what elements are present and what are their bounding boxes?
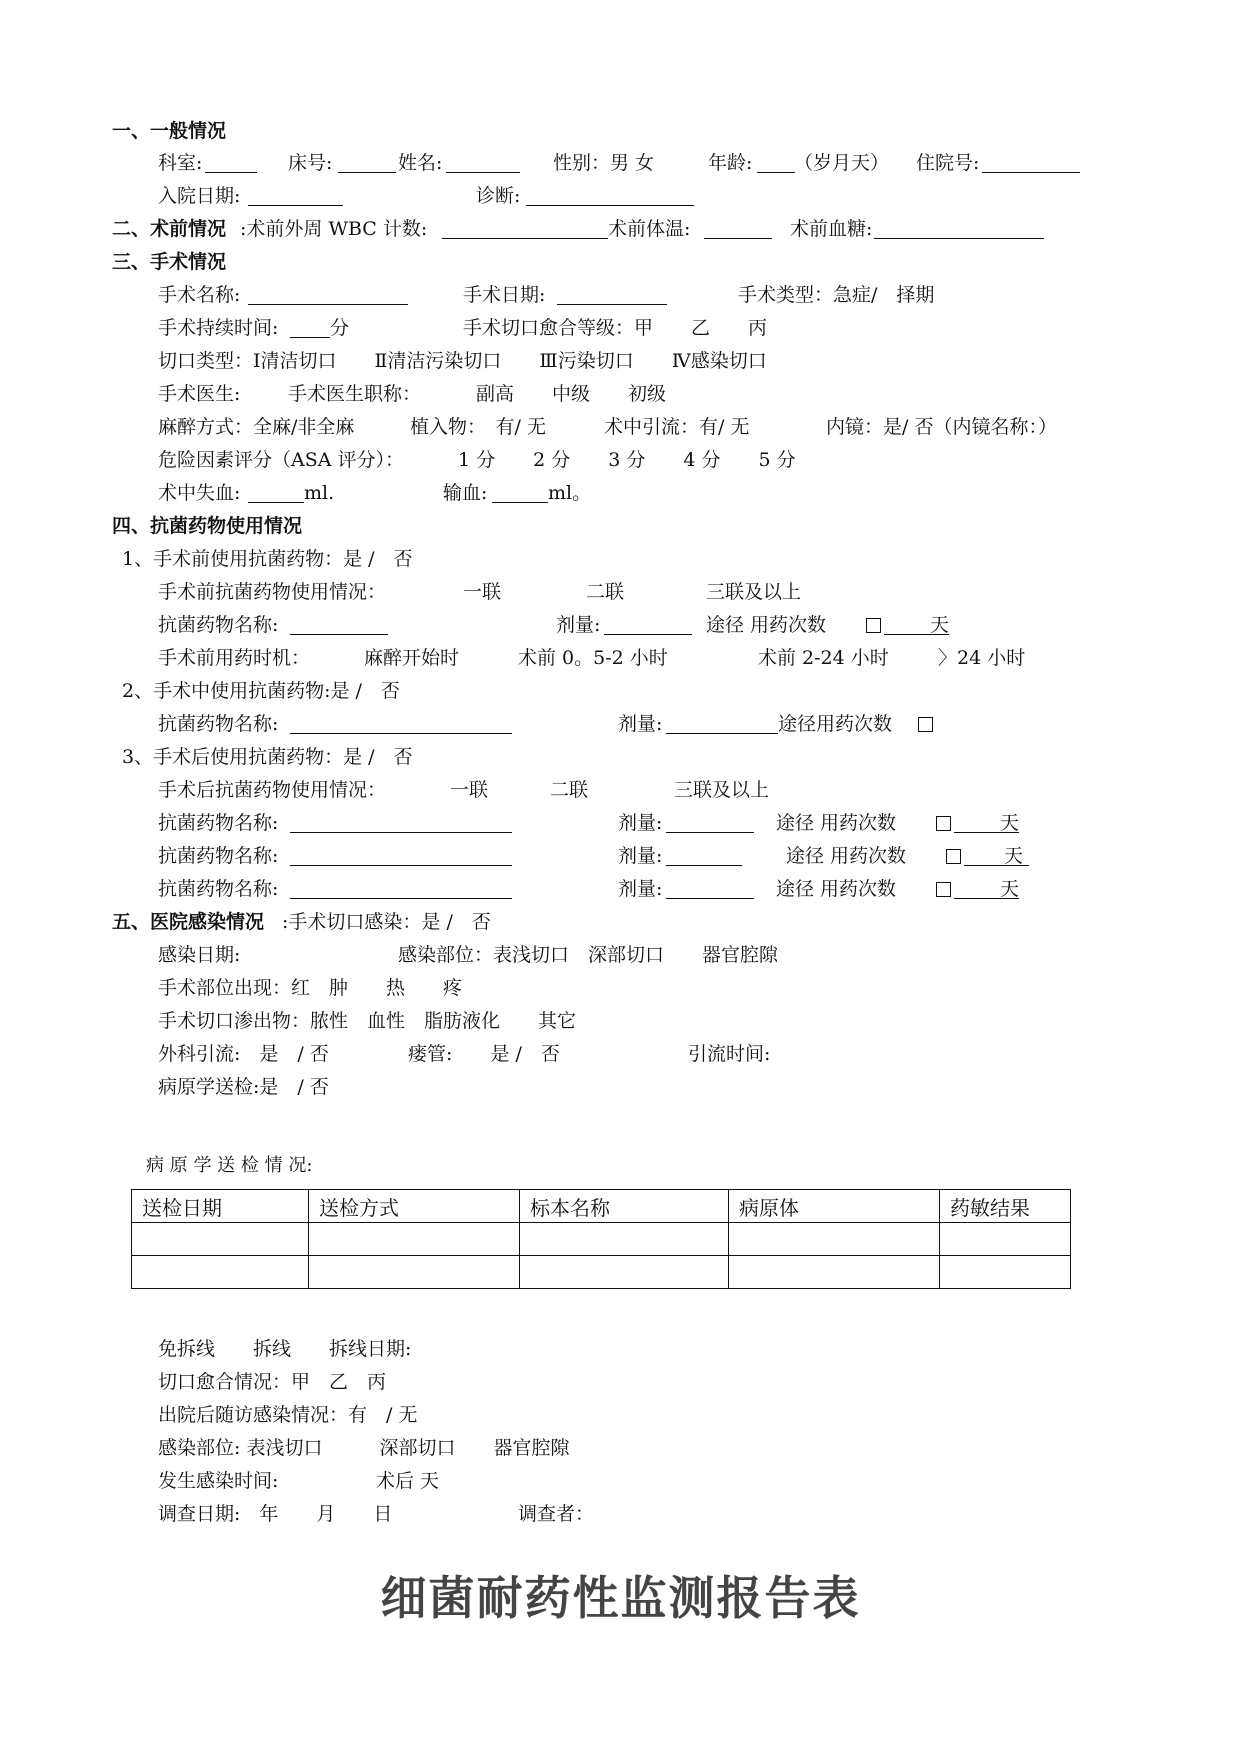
- section-3-heading: [112, 247, 1132, 277]
- pre-usage-1: 一联: [463, 581, 502, 603]
- glucose-label: 术前血糖:: [790, 218, 873, 240]
- table-cell[interactable]: [309, 1256, 520, 1289]
- surveyor-label: 调查者：: [518, 1503, 595, 1525]
- pre-drug-name-label: 抗菌药物名称:: [158, 614, 279, 636]
- intra-frequency-checkbox[interactable]: [918, 717, 933, 732]
- intra-drug-name-field[interactable]: [290, 709, 512, 734]
- table-cell[interactable]: [309, 1223, 520, 1256]
- intra-dose-label: 剂量:: [618, 713, 663, 735]
- pre-days-unit: 天: [930, 610, 949, 635]
- infect-date-label: 感染日期:: [158, 944, 241, 966]
- incision-infection: :手术切口感染：是 / 否: [282, 911, 491, 933]
- endoscope: 内镜：是/ 否（内镜名称：）: [826, 416, 1057, 438]
- pathogen-test: 病原学送检:是 / 否: [158, 1076, 329, 1098]
- post-frequency-checkbox[interactable]: [936, 816, 951, 831]
- suture-removal: 免拆线 拆线 拆线日期:: [158, 1338, 412, 1360]
- table-cell[interactable]: [520, 1256, 729, 1289]
- asa-options: 1 分 2 分 3 分 4 分 5 分: [458, 449, 796, 471]
- age-field[interactable]: [757, 148, 795, 173]
- row-intra-drug: [158, 709, 1178, 739]
- op-date-label: 手术日期:: [463, 284, 546, 306]
- transfusion-label: 输血:: [443, 482, 488, 504]
- age-unit: （岁月天）: [794, 152, 890, 174]
- drain-time-label: 引流时间:: [688, 1043, 771, 1065]
- heading-infection: 五、医院感染情况: [112, 911, 265, 933]
- table-header: 标本名称: [520, 1190, 729, 1223]
- row-post-drug-1: [158, 808, 1178, 838]
- row-infection-heading: [112, 907, 1132, 937]
- transfusion-unit: ml。: [548, 482, 592, 504]
- row-admission: [158, 181, 1178, 211]
- row-post-q: [122, 742, 1142, 772]
- pre-frequency-checkbox[interactable]: [866, 618, 881, 633]
- row-post-drug-2: [158, 841, 1178, 871]
- table-header: 送检日期: [132, 1190, 309, 1223]
- pre-days-field[interactable]: [884, 610, 930, 635]
- pre-dose-label: 剂量:: [556, 614, 601, 636]
- op-date-field[interactable]: [557, 280, 667, 305]
- post-route-label: 途径 用药次数: [776, 812, 897, 834]
- wbc-label: :术前外周 WBC 计数:: [240, 218, 428, 240]
- surgeon-label: 手术医生:: [158, 383, 241, 405]
- infect-site: 感染部位：表浅切口 深部切口 器官腔隙: [398, 944, 779, 966]
- infection-signs: 手术部位出现：红 肿 热 疼: [158, 977, 463, 999]
- incision-healing: 切口愈合情况：甲 乙 丙: [158, 1371, 387, 1393]
- pre-drug-name-field[interactable]: [290, 610, 388, 635]
- row-infect-date: [158, 940, 1178, 970]
- post-discharge-infection: 出院后随访感染情况：有 / 无: [158, 1404, 418, 1426]
- row-survey: [158, 1499, 1178, 1529]
- row-sutures: [158, 1334, 1178, 1364]
- post-usage-3: 三联及以上: [674, 779, 770, 801]
- intra-dose-field[interactable]: [666, 709, 778, 734]
- row-table-caption: [146, 1151, 1166, 1181]
- row-surgeon: [158, 379, 1178, 409]
- fistula: 瘘管: 是 / 否: [408, 1043, 560, 1065]
- row-pathogen: [158, 1072, 1178, 1102]
- row-incision-type: [158, 346, 1178, 376]
- post-days-field[interactable]: [964, 841, 1006, 866]
- row-post-discharge: [158, 1400, 1178, 1430]
- row-intra-q: [122, 676, 1142, 706]
- survey-date: 调查日期: 年 月 日: [158, 1503, 393, 1525]
- table-header: 药敏结果: [940, 1190, 1071, 1223]
- op-name-label: 手术名称:: [158, 284, 241, 306]
- anesthesia: 麻醉方式：全麻/非全麻: [158, 416, 355, 438]
- pre-route-label: 途径 用药次数: [706, 614, 827, 636]
- name-label: 姓名:: [398, 152, 443, 174]
- post-usage-2: 二联: [550, 779, 589, 801]
- table-row: [132, 1256, 1071, 1289]
- external-drainage: 外科引流: 是 / 否: [158, 1043, 329, 1065]
- post-usage-1: 一联: [450, 779, 489, 801]
- heading-surgery: 三、手术情况: [112, 251, 227, 273]
- admit-date-label: 入院日期:: [158, 185, 241, 207]
- dept-label: 科室:: [158, 152, 203, 174]
- incision-type: 切口类型：Ⅰ清洁切口 Ⅱ清洁污染切口 Ⅲ污染切口 Ⅳ感染切口: [158, 350, 767, 372]
- row-post-drug-3: [158, 874, 1178, 904]
- op-type: 手术类型：急症/ 择期: [738, 284, 935, 306]
- blood-loss-unit: ml.: [304, 482, 335, 504]
- intra-antibiotic-question: 2、手术中使用抗菌药物:是 / 否: [122, 680, 400, 702]
- inpatient-no-label: 住院号:: [916, 152, 980, 174]
- post-days-unit: 天: [1000, 808, 1019, 833]
- implant: 植入物： 有/ 无: [410, 416, 546, 438]
- wbc-field[interactable]: [442, 214, 608, 239]
- post-route-label: 途径 用药次数: [786, 845, 907, 867]
- dept-field[interactable]: [205, 148, 257, 173]
- row-anesthesia: [158, 412, 1178, 442]
- report-title: 细菌耐药性监测报告表: [380, 1571, 861, 1625]
- timing-label: 手术前用药时机：: [158, 647, 311, 669]
- pathogen-table-caption: 病 原 学 送 检 情 况:: [146, 1155, 313, 1176]
- post-drug-name-field[interactable]: [290, 841, 512, 866]
- table-cell[interactable]: [520, 1223, 729, 1256]
- post-route-label: 途径 用药次数: [776, 878, 897, 900]
- pre-dose-field[interactable]: [604, 610, 692, 635]
- section-1-heading: [112, 116, 1132, 146]
- table-cell[interactable]: [132, 1223, 309, 1256]
- post-days-unit: 天: [1004, 841, 1029, 866]
- bed-label: 床号:: [288, 152, 333, 174]
- table-row: [132, 1223, 1071, 1256]
- temp-label: 术前体温:: [608, 218, 691, 240]
- row-pre-usage: [158, 577, 1178, 607]
- post-dose-field[interactable]: [666, 841, 742, 866]
- age-label: 年龄:: [708, 152, 753, 174]
- temp-field[interactable]: [704, 214, 772, 239]
- post-dose-field[interactable]: [666, 874, 754, 899]
- post-drug-name-field[interactable]: [290, 874, 512, 899]
- intraop-drainage: 术中引流：有/ 无: [604, 416, 750, 438]
- row-exudate: [158, 1006, 1178, 1036]
- duration-label: 手术持续时间:: [158, 317, 279, 339]
- table-cell[interactable]: [729, 1256, 940, 1289]
- exudate: 手术切口渗出物：脓性 血性 脂肪液化 其它: [158, 1010, 577, 1032]
- pre-usage-3: 三联及以上: [706, 581, 802, 603]
- table-cell[interactable]: [132, 1256, 309, 1289]
- table-header: 送检方式: [309, 1190, 520, 1223]
- post-frequency-checkbox[interactable]: [936, 882, 951, 897]
- row-pre-drug: [158, 610, 1178, 640]
- row-op-name: [158, 280, 1178, 310]
- table-header: 病原体: [729, 1190, 940, 1223]
- post-days-unit: 天: [1000, 874, 1019, 899]
- table-header-row: [132, 1190, 1071, 1223]
- row-post-usage: [158, 775, 1178, 805]
- healing-grade: 手术切口愈合等级：甲 乙 丙: [463, 317, 768, 339]
- pre-usage-2: 二联: [586, 581, 625, 603]
- row-healing: [158, 1367, 1178, 1397]
- table-cell[interactable]: [729, 1223, 940, 1256]
- row-pre-q: [122, 544, 1142, 574]
- duration-field[interactable]: [290, 313, 330, 338]
- row-signs: [158, 973, 1178, 1003]
- asa-label: 危险因素评分（ASA 评分）：: [158, 449, 404, 471]
- followup-infection-site: 感染部位: 表浅切口 深部切口 器官腔隙: [158, 1437, 570, 1459]
- transfusion-field[interactable]: [492, 478, 548, 503]
- table-cell[interactable]: [940, 1256, 1071, 1289]
- post-days-field[interactable]: [954, 874, 1000, 899]
- op-name-field[interactable]: [248, 280, 408, 305]
- post-drug-name-label: 抗菌药物名称:: [158, 878, 279, 900]
- post-drug-name-label: 抗菌药物名称:: [158, 845, 279, 867]
- row-drainage: [158, 1039, 1178, 1069]
- table-cell[interactable]: [940, 1223, 1071, 1256]
- post-frequency-checkbox[interactable]: [946, 849, 961, 864]
- heading-antibiotics: 四、抗菌药物使用情况: [112, 515, 303, 537]
- surgeon-title-label: 手术医生职称：: [288, 383, 422, 405]
- heading-general: 一、一般情况: [112, 120, 227, 142]
- section-4-heading: [112, 511, 1132, 541]
- bed-field[interactable]: [338, 148, 396, 173]
- timing-1: 麻醉开始时: [364, 647, 460, 669]
- pathogen-table: [131, 1189, 1071, 1289]
- post-antibiotic-question: 3、手术后使用抗菌药物：是 / 否: [122, 746, 413, 768]
- post-drug-name-label: 抗菌药物名称:: [158, 812, 279, 834]
- row-pre-timing: [158, 643, 1178, 673]
- inpatient-no-field[interactable]: [982, 148, 1080, 173]
- post-dose-label: 剂量:: [618, 878, 663, 900]
- blood-loss-label: 术中失血:: [158, 482, 241, 504]
- timing-4: 〉24 小时: [938, 647, 1026, 669]
- intra-drug-name-label: 抗菌药物名称:: [158, 713, 279, 735]
- blood-loss-field[interactable]: [248, 478, 304, 503]
- onset-value: 术后 天: [376, 1470, 440, 1492]
- timing-3: 术前 2-24 小时: [758, 647, 889, 669]
- duration-unit: 分: [330, 317, 350, 339]
- surgeon-titles: 副高 中级 初级: [476, 383, 667, 405]
- row-duration: [158, 313, 1178, 343]
- name-field[interactable]: [446, 148, 520, 173]
- row-basic-info: [158, 148, 1178, 178]
- sex-label: 性别：男 女: [553, 152, 655, 174]
- row-onset: [158, 1466, 1178, 1496]
- onset-label: 发生感染时间:: [158, 1470, 279, 1492]
- intra-route-label: 途径用药次数: [778, 713, 893, 735]
- diagnosis-label: 诊断:: [476, 185, 521, 207]
- post-dose-label: 剂量:: [618, 812, 663, 834]
- admit-date-field[interactable]: [248, 181, 343, 206]
- diagnosis-field[interactable]: [526, 181, 694, 206]
- post-dose-label: 剂量:: [618, 845, 663, 867]
- row-followup-site: [158, 1433, 1178, 1463]
- post-dose-field[interactable]: [666, 808, 754, 833]
- post-usage-label: 手术后抗菌药物使用情况：: [158, 779, 387, 801]
- timing-2: 术前 0。5-2 小时: [518, 647, 668, 669]
- pre-usage-label: 手术前抗菌药物使用情况：: [158, 581, 387, 603]
- glucose-field[interactable]: [874, 214, 1044, 239]
- post-days-field[interactable]: [954, 808, 1000, 833]
- row-blood: [158, 478, 1178, 508]
- heading-preop: 二、术前情况: [112, 218, 227, 240]
- row-preop: [112, 214, 1132, 244]
- row-asa: [158, 445, 1178, 475]
- post-drug-name-field[interactable]: [290, 808, 512, 833]
- pre-antibiotic-question: 1、手术前使用抗菌药物：是 / 否: [122, 548, 413, 570]
